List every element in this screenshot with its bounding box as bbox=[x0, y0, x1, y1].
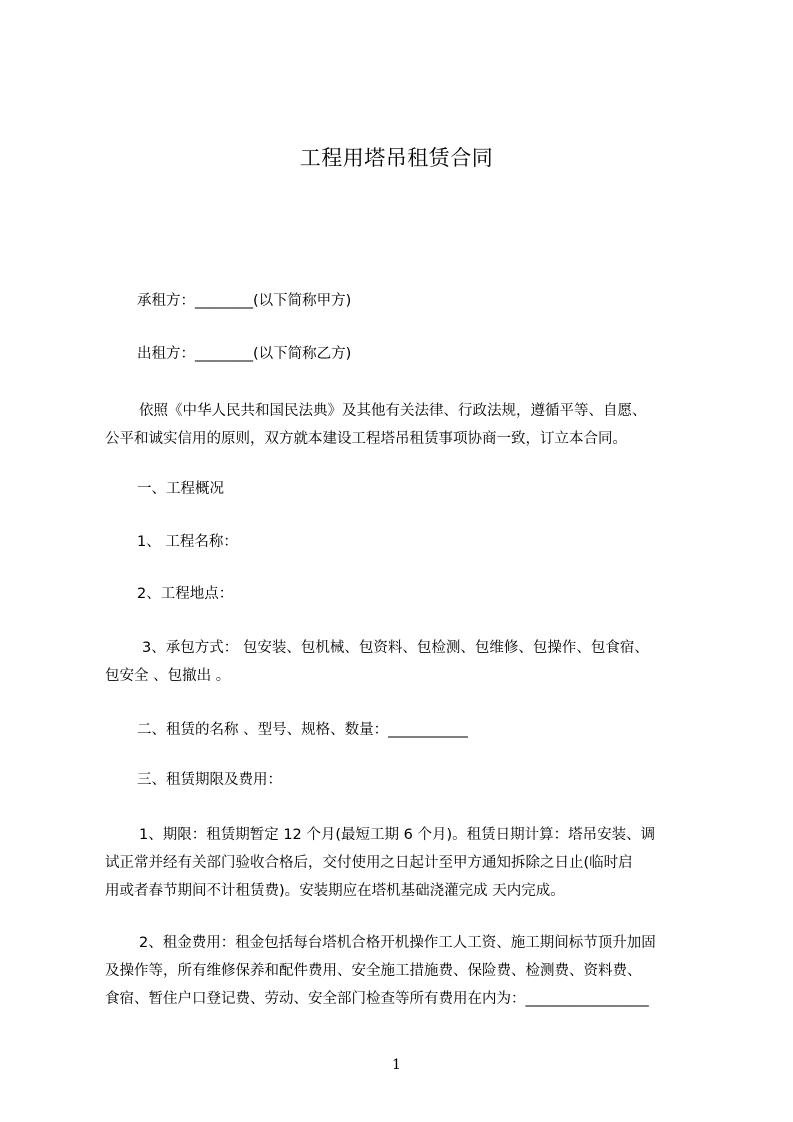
contract-mode-line-1: 3、承包方式： 包安装、包机械、包资料、包检测、包维修、包操作、包食宿、 bbox=[142, 640, 649, 656]
section-2-heading: 二、租赁的名称 、型号、规格、数量：___________ bbox=[137, 722, 468, 738]
preamble-paragraph bbox=[105, 397, 697, 453]
rent-fee-line-3: 食宿、暂住户口登记费、劳动、安全部门检查等所有费用在内为：_________________ bbox=[105, 991, 649, 1007]
lessor-line: 出租方：________(以下简称乙方) bbox=[137, 346, 352, 362]
project-name-line: 1、 工程名称： bbox=[137, 534, 238, 550]
project-location-line: 2、工程地点： bbox=[137, 586, 234, 602]
contract-mode-line-2: 包安全 、包撤出 。 bbox=[105, 668, 231, 684]
preamble-line-1: 依照《中华人民共和国民法典》及其他有关法律、行政法规，遵循平等、自愿、 bbox=[139, 403, 647, 419]
page-number: 1 bbox=[392, 1057, 401, 1073]
section-1-heading: 一、工程概况 bbox=[137, 481, 224, 497]
rent-fee-line-2: 及操作等，所有维修保养和配件费用、安全施工措施费、保险费、检测费、资料费、 bbox=[105, 963, 642, 979]
term-line-1: 1、期限：租赁期暂定 12 个月(最短工期 6 个月)。租赁日期计算：塔吊安装、调 bbox=[139, 827, 656, 843]
rent-fee-paragraph bbox=[105, 929, 697, 1013]
contract-title: 工程用塔吊租赁合同 bbox=[299, 146, 494, 170]
section-3-heading: 三、租赁期限及费用： bbox=[137, 772, 282, 788]
term-paragraph bbox=[105, 821, 697, 905]
term-line-3: 用或者春节期间不计租赁费)。安装期应在塔机基础浇灌完成 天内完成。 bbox=[105, 883, 565, 899]
rent-fee-line-1: 2、租金费用：租金包括每台塔机合格开机操作工人工资、施工期间标节顶升加固 bbox=[139, 935, 656, 951]
contract-mode-paragraph bbox=[105, 634, 697, 690]
preamble-line-2: 公平和诚实信用的原则，双方就本建设工程塔吊租赁事项协商一致，订立本合同。 bbox=[105, 431, 627, 447]
lessee-line: 承租方：________(以下简称甲方) bbox=[137, 293, 352, 309]
term-line-2: 试正常并经有关部门验收合格后，交付使用之日起计至甲方通知拆除之日止(临时启 bbox=[105, 855, 633, 871]
